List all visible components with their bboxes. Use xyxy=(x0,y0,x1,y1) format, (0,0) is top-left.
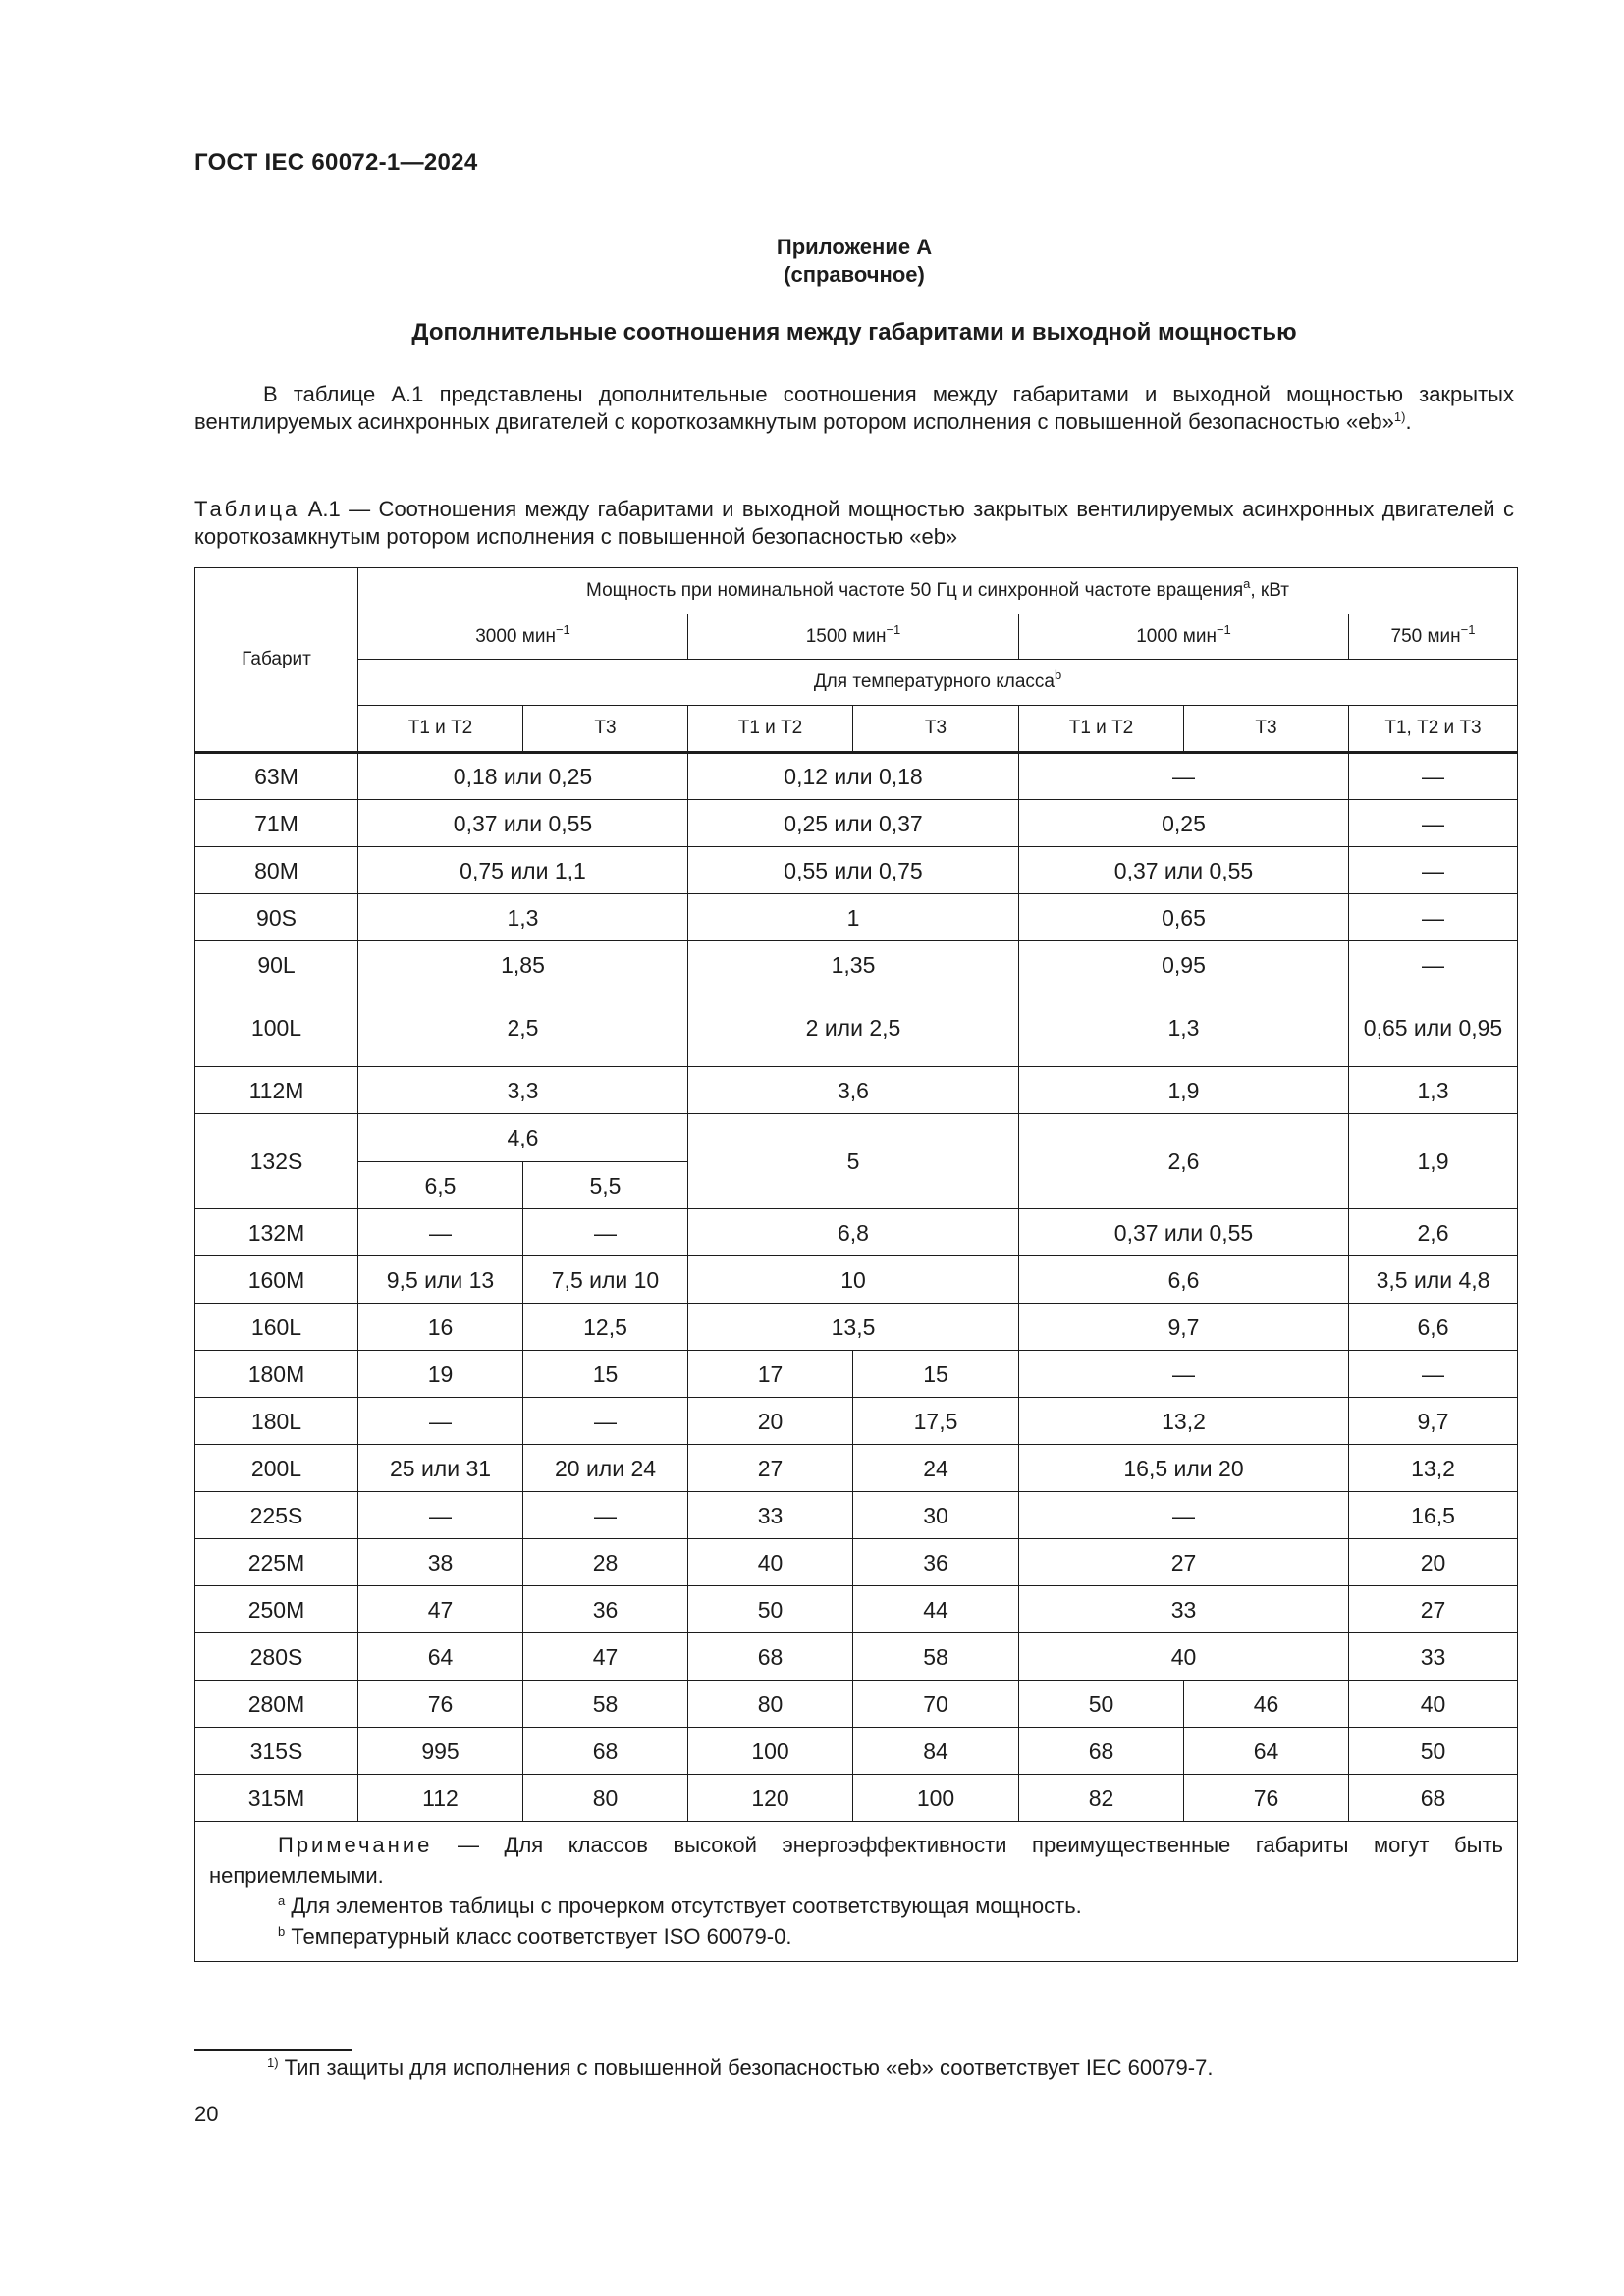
value-cell: 28 xyxy=(523,1539,688,1586)
speed-header-sup: −1 xyxy=(555,621,570,637)
value-cell: 36 xyxy=(853,1539,1019,1586)
value-cell: 33 xyxy=(688,1492,853,1539)
speed-header-text: 1500 мин xyxy=(805,625,887,647)
value-cell: 80 xyxy=(688,1681,853,1728)
value-cell: 13,5 xyxy=(688,1304,1019,1351)
value-cell: 76 xyxy=(358,1681,523,1728)
value-cell: 0,65 xyxy=(1019,894,1349,941)
intro-footnote-ref: 1) xyxy=(1393,409,1406,424)
power-header-text: Мощность при номинальной частоте 50 Гц и синхронной частоте вращения xyxy=(586,580,1244,601)
value-cell: 0,95 xyxy=(1019,941,1349,988)
value-cell: 1 xyxy=(688,894,1019,941)
value-cell: 16 xyxy=(358,1304,523,1351)
value-cell: 44 xyxy=(853,1586,1019,1633)
value-cell: 20 xyxy=(688,1398,853,1445)
value-cell: — xyxy=(1349,1351,1518,1398)
table-row xyxy=(195,800,1518,847)
value-cell: 80 xyxy=(523,1775,688,1822)
footnote-divider xyxy=(194,2049,352,2051)
value-cell: 50 xyxy=(1019,1681,1184,1728)
table-row xyxy=(195,1728,1518,1775)
annex-subtitle: (справочное) xyxy=(784,262,925,287)
frame-cell: 225S xyxy=(195,1492,358,1539)
table-row xyxy=(195,1256,1518,1304)
value-cell: — xyxy=(1349,753,1518,800)
value-cell: 58 xyxy=(853,1633,1019,1681)
value-cell: 17,5 xyxy=(853,1398,1019,1445)
value-cell: 68 xyxy=(523,1728,688,1775)
section-title: Дополнительные соотношения между габаритами и выходной мощностью xyxy=(411,319,1297,346)
footnote-a-mark: a xyxy=(278,1894,286,1908)
table-row xyxy=(195,1304,1518,1351)
table-row xyxy=(195,1539,1518,1586)
speed-header-text: 3000 мин xyxy=(475,625,556,647)
frame-cell: 200L xyxy=(195,1445,358,1492)
speed-header-sup: −1 xyxy=(1216,621,1231,637)
note xyxy=(209,1830,1503,1891)
value-cell: 25 или 31 xyxy=(358,1445,523,1492)
value-cell: 2,5 xyxy=(358,988,688,1067)
frame-cell: 90L xyxy=(195,941,358,988)
frame-cell: 90S xyxy=(195,894,358,941)
value-cell: 68 xyxy=(1019,1728,1184,1775)
value-cell: 1,85 xyxy=(358,941,688,988)
speed-header-text: 1000 мин xyxy=(1136,625,1217,647)
frame-cell: 71M xyxy=(195,800,358,847)
speed-header xyxy=(358,614,688,660)
table-row xyxy=(195,1492,1518,1539)
table-row xyxy=(195,1209,1518,1256)
value-cell: 27 xyxy=(688,1445,853,1492)
table-row xyxy=(195,847,1518,894)
value-cell: 0,55 или 0,75 xyxy=(688,847,1019,894)
value-cell: 16,5 xyxy=(1349,1492,1518,1539)
value-cell: 5 xyxy=(688,1114,1019,1209)
value-cell: 2,6 xyxy=(1019,1114,1349,1209)
value-cell: 20 или 24 xyxy=(523,1445,688,1492)
table-row xyxy=(195,1445,1518,1492)
value-cell: 995 xyxy=(358,1728,523,1775)
value-cell: 58 xyxy=(523,1681,688,1728)
value-cell: 27 xyxy=(1019,1539,1349,1586)
value-cell: 30 xyxy=(853,1492,1019,1539)
value-cell: — xyxy=(1349,800,1518,847)
speed-header-text: 750 мин xyxy=(1390,625,1461,647)
value-cell: 0,37 или 0,55 xyxy=(1019,1209,1349,1256)
table-row xyxy=(195,1681,1518,1728)
value-cell: 36 xyxy=(523,1586,688,1633)
note-text: — Для классов высокой энергоэффективности преимущественные габариты могут быть неприемлемыми. xyxy=(209,1833,1504,1888)
document-code: ГОСТ IEC 60072-1—2024 xyxy=(194,149,478,176)
annex-title: Приложение А xyxy=(776,235,933,259)
value-cell: 46 xyxy=(1184,1681,1349,1728)
value-cell: 40 xyxy=(1019,1633,1349,1681)
page-footnote xyxy=(267,2054,1213,2083)
value-cell: 0,25 или 0,37 xyxy=(688,800,1019,847)
value-cell: 64 xyxy=(1184,1728,1349,1775)
value-cell: — xyxy=(358,1492,523,1539)
class-header: Т1 и Т2 xyxy=(688,706,853,753)
table-row xyxy=(195,753,1518,800)
note-label: Примечание xyxy=(278,1833,433,1857)
value-cell: 47 xyxy=(523,1633,688,1681)
page-footnote-text: Тип защиты для исполнения с повышенной безопасностью «eb» соответствует IEC 60079-7. xyxy=(278,2056,1214,2080)
value-cell: 13,2 xyxy=(1019,1398,1349,1445)
class-header: Т3 xyxy=(1184,706,1349,753)
value-cell: 84 xyxy=(853,1728,1019,1775)
value-cell: — xyxy=(523,1492,688,1539)
frame-cell: 250M xyxy=(195,1586,358,1633)
intro-end: . xyxy=(1405,409,1412,434)
power-header-unit: , кВт xyxy=(1250,580,1289,601)
frame-cell: 132M xyxy=(195,1209,358,1256)
value-cell: 0,75 или 1,1 xyxy=(358,847,688,894)
value-cell: 15 xyxy=(523,1351,688,1398)
class-header: Т1, Т2 и Т3 xyxy=(1349,706,1518,753)
power-table xyxy=(194,567,1518,1962)
value-cell: 12,5 xyxy=(523,1304,688,1351)
value-cell: 3,6 xyxy=(688,1067,1019,1114)
frame-cell: 315S xyxy=(195,1728,358,1775)
value-cell: 4,6 xyxy=(358,1114,688,1162)
table-row xyxy=(195,988,1518,1067)
value-cell: 17 xyxy=(688,1351,853,1398)
notes-row xyxy=(195,1822,1518,1962)
value-cell: 0,65 или 0,95 xyxy=(1349,988,1518,1067)
class-header: Т3 xyxy=(853,706,1019,753)
value-cell: 19 xyxy=(358,1351,523,1398)
value-cell: — xyxy=(1349,847,1518,894)
value-cell: 13,2 xyxy=(1349,1445,1518,1492)
value-cell: 33 xyxy=(1349,1633,1518,1681)
value-cell: 120 xyxy=(688,1775,853,1822)
table-row xyxy=(195,1633,1518,1681)
footnote-b-mark: b xyxy=(278,1924,286,1939)
frame-cell: 160L xyxy=(195,1304,358,1351)
table-row xyxy=(195,941,1518,988)
value-cell: — xyxy=(1349,894,1518,941)
power-header xyxy=(358,568,1518,614)
value-cell: 1,3 xyxy=(1349,1067,1518,1114)
value-cell: 1,3 xyxy=(1019,988,1349,1067)
value-cell: 50 xyxy=(688,1586,853,1633)
class-header: Т3 xyxy=(523,706,688,753)
footnote-a-text: Для элементов таблицы с прочерком отсутствует соответствующая мощность. xyxy=(285,1894,1082,1918)
intro-text: В таблице А.1 представлены дополнительные соотношения между габаритами и выходной мощностью закрытых вентилируемых асинхронных двигателей с короткозамкнутым ротором исполнения с повышенной безопасностью «eb» xyxy=(194,382,1514,434)
page-footnote-mark: 1) xyxy=(267,2056,279,2070)
frame-cell: 112M xyxy=(195,1067,358,1114)
value-cell: 0,18 или 0,25 xyxy=(358,753,688,800)
value-cell: 70 xyxy=(853,1681,1019,1728)
value-cell: — xyxy=(523,1398,688,1445)
frame-cell: 280M xyxy=(195,1681,358,1728)
value-cell: 82 xyxy=(1019,1775,1184,1822)
table-caption xyxy=(194,496,1514,551)
value-cell: 1,3 xyxy=(358,894,688,941)
value-cell: 112 xyxy=(358,1775,523,1822)
value-cell: 1,9 xyxy=(1349,1114,1518,1209)
table-row xyxy=(195,1586,1518,1633)
table-footnote-a xyxy=(209,1891,1503,1921)
value-cell: 24 xyxy=(853,1445,1019,1492)
value-cell: 76 xyxy=(1184,1775,1349,1822)
value-cell: 40 xyxy=(1349,1681,1518,1728)
value-cell: — xyxy=(523,1209,688,1256)
frame-header: Габарит xyxy=(195,568,358,753)
temp-class-header-text: Для температурного класса xyxy=(813,671,1055,692)
value-cell: 1,35 xyxy=(688,941,1019,988)
value-cell: — xyxy=(1019,1492,1349,1539)
frame-cell: 180L xyxy=(195,1398,358,1445)
frame-cell: 80M xyxy=(195,847,358,894)
value-cell: 0,37 или 0,55 xyxy=(1019,847,1349,894)
table-row xyxy=(195,1067,1518,1114)
value-cell: 100 xyxy=(688,1728,853,1775)
value-cell: 5,5 xyxy=(523,1162,688,1209)
table-row xyxy=(195,1351,1518,1398)
table-row xyxy=(195,1775,1518,1822)
value-cell: 1,9 xyxy=(1019,1067,1349,1114)
speed-header xyxy=(1019,614,1349,660)
value-cell: 7,5 или 10 xyxy=(523,1256,688,1304)
table-caption-label: Таблица xyxy=(194,497,300,521)
value-cell: 68 xyxy=(1349,1775,1518,1822)
value-cell: 2 или 2,5 xyxy=(688,988,1019,1067)
value-cell: 9,7 xyxy=(1349,1398,1518,1445)
table-row xyxy=(195,1398,1518,1445)
value-cell: 6,8 xyxy=(688,1209,1019,1256)
table-footnote-b xyxy=(209,1921,1503,1951)
value-cell: 0,25 xyxy=(1019,800,1349,847)
table-row xyxy=(195,1114,1518,1162)
value-cell: 38 xyxy=(358,1539,523,1586)
power-header-sup: a xyxy=(1243,576,1251,591)
table-notes xyxy=(195,1822,1518,1962)
value-cell: 6,6 xyxy=(1349,1304,1518,1351)
frame-cell: 225M xyxy=(195,1539,358,1586)
value-cell: 9,5 или 13 xyxy=(358,1256,523,1304)
frame-cell: 132S xyxy=(195,1114,358,1209)
speed-header xyxy=(1349,614,1518,660)
speed-header xyxy=(688,614,1019,660)
value-cell: — xyxy=(358,1398,523,1445)
value-cell: 0,12 или 0,18 xyxy=(688,753,1019,800)
frame-cell: 160M xyxy=(195,1256,358,1304)
value-cell: — xyxy=(358,1209,523,1256)
value-cell: 3,3 xyxy=(358,1067,688,1114)
speed-header-sup: −1 xyxy=(1460,621,1476,637)
frame-cell: 180M xyxy=(195,1351,358,1398)
value-cell: 10 xyxy=(688,1256,1019,1304)
frame-cell: 315M xyxy=(195,1775,358,1822)
value-cell: — xyxy=(1019,753,1349,800)
page-number: 20 xyxy=(194,2102,219,2126)
speed-header-sup: −1 xyxy=(886,621,901,637)
value-cell: 27 xyxy=(1349,1586,1518,1633)
class-header: Т1 и Т2 xyxy=(358,706,523,753)
value-cell: 16,5 или 20 xyxy=(1019,1445,1349,1492)
frame-cell: 100L xyxy=(195,988,358,1067)
table-row xyxy=(195,894,1518,941)
value-cell: 33 xyxy=(1019,1586,1349,1633)
value-cell: 47 xyxy=(358,1586,523,1633)
value-cell: — xyxy=(1019,1351,1349,1398)
value-cell: 100 xyxy=(853,1775,1019,1822)
footnote-b-text: Температурный класс соответствует ISO 60079-0. xyxy=(285,1924,792,1949)
frame-cell: 280S xyxy=(195,1633,358,1681)
intro-paragraph xyxy=(194,381,1514,436)
value-cell: 6,5 xyxy=(358,1162,523,1209)
value-cell: 50 xyxy=(1349,1728,1518,1775)
table-caption-text: А.1 — Соотношения между габаритами и выходной мощностью закрытых вентилируемых асинхронных двигателей с короткозамкнутым ротором исполнения с повышенной безопасностью «eb» xyxy=(194,497,1514,549)
class-header: Т1 и Т2 xyxy=(1019,706,1184,753)
value-cell: 64 xyxy=(358,1633,523,1681)
temp-class-header-sup: b xyxy=(1054,667,1062,682)
value-cell: 2,6 xyxy=(1349,1209,1518,1256)
value-cell: 0,37 или 0,55 xyxy=(358,800,688,847)
value-cell: 3,5 или 4,8 xyxy=(1349,1256,1518,1304)
temp-class-header xyxy=(358,660,1518,706)
value-cell: — xyxy=(1349,941,1518,988)
frame-cell: 63M xyxy=(195,753,358,800)
value-cell: 9,7 xyxy=(1019,1304,1349,1351)
value-cell: 15 xyxy=(853,1351,1019,1398)
value-cell: 40 xyxy=(688,1539,853,1586)
value-cell: 6,6 xyxy=(1019,1256,1349,1304)
value-cell: 20 xyxy=(1349,1539,1518,1586)
value-cell: 68 xyxy=(688,1633,853,1681)
